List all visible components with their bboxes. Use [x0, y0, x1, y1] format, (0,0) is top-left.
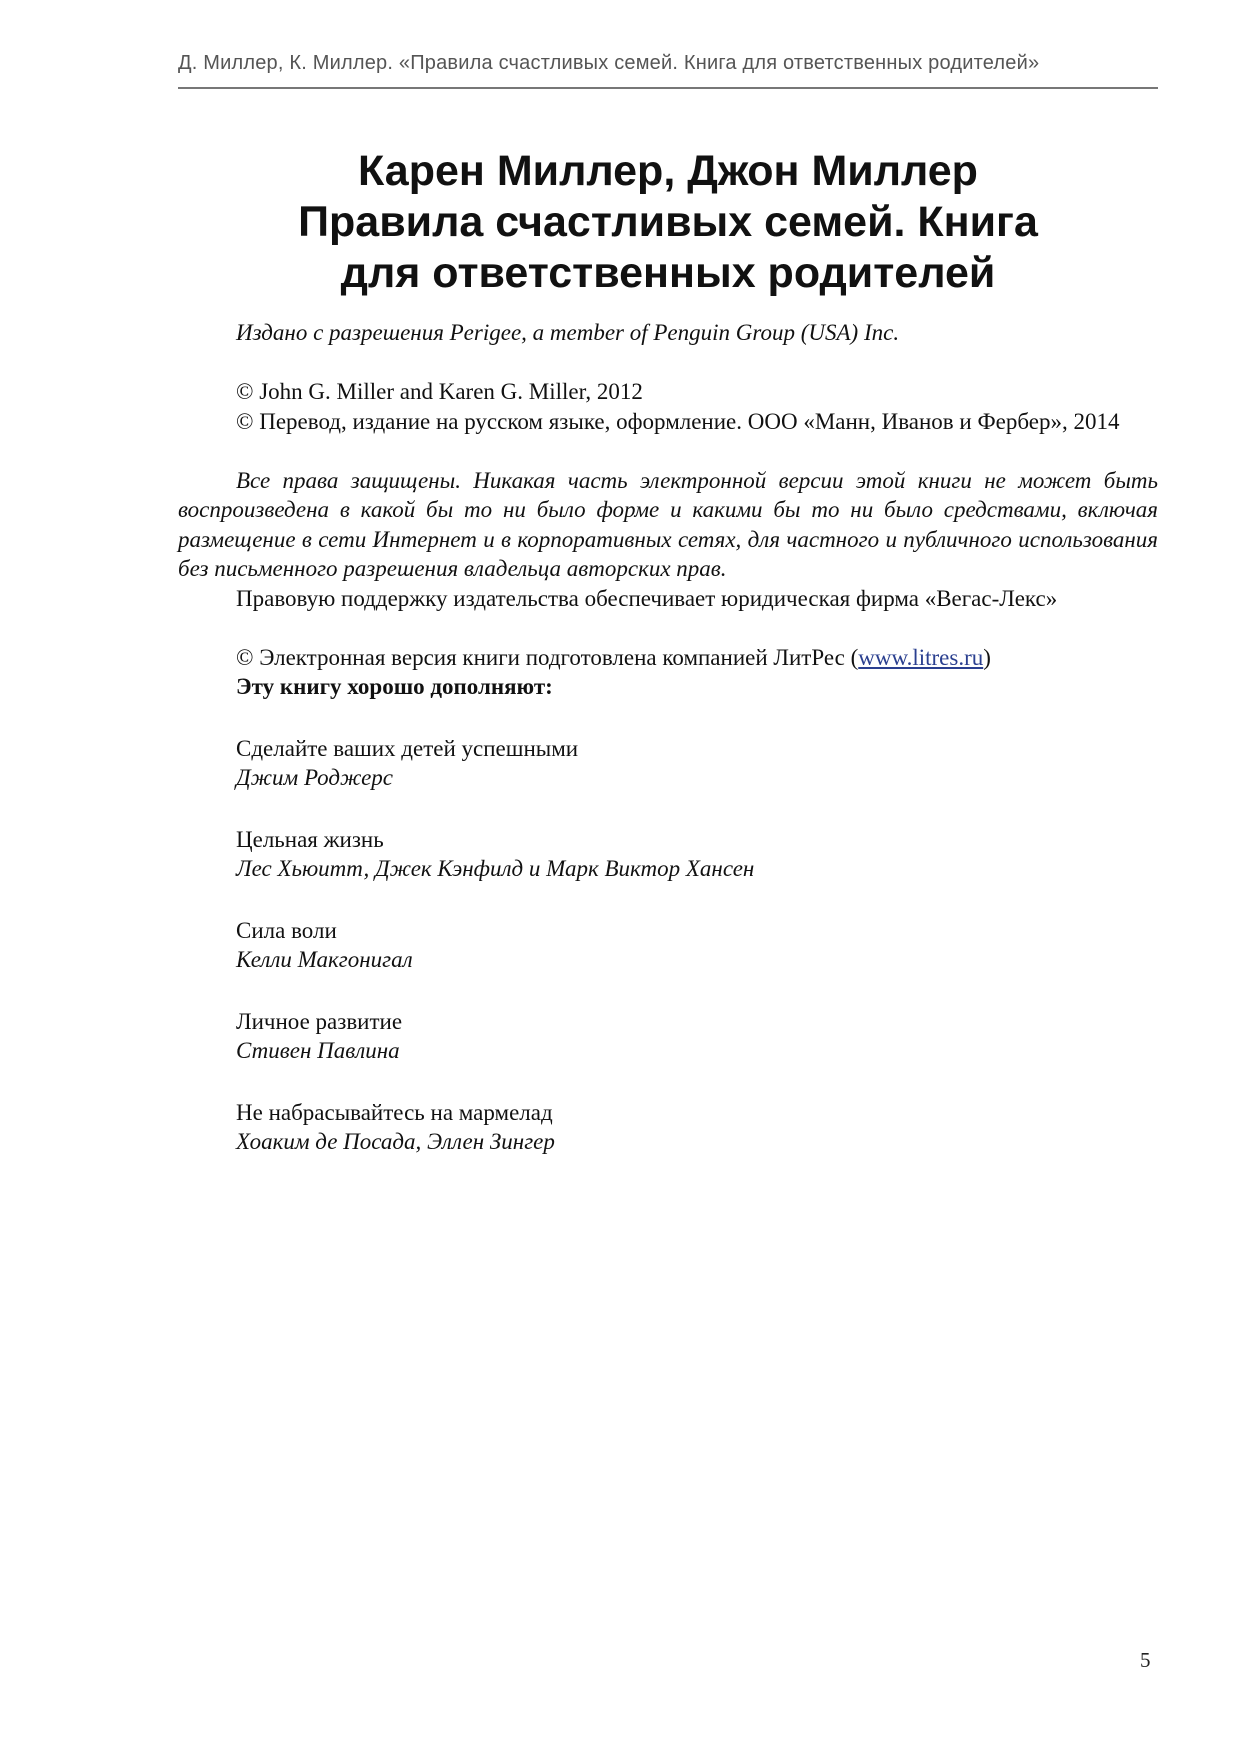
recommendation-author: Лес Хьюитт, Джек Кэнфилд и Марк Виктор Хансен: [236, 856, 755, 881]
title-authors: Карен Миллер, Джон Миллер: [358, 147, 978, 195]
rights-reserved-notice: Все права защищены. Никакая часть электронной версии этой книги не может быть воспроизведена в какой бы то ни было форме и какими бы то ни было средствами, включая размещение в сети Интернет и в корпоративных сетях, для частного и публичного использования без письменного разрешения владельца авторских прав.: [178, 467, 1158, 581]
recommendation-author: Стивен Павлина: [236, 1038, 400, 1063]
recommendation-title: Сделайте ваших детей успешными: [236, 735, 579, 761]
recommendation-item: [178, 734, 1158, 793]
litres-link[interactable]: www.litres.ru: [858, 644, 984, 670]
book-title: [178, 146, 1158, 299]
recommendation-title: Цельная жизнь: [236, 826, 384, 852]
recommendation-title: Личное развитие: [236, 1008, 403, 1034]
recommendation-author: Джим Роджерс: [236, 765, 394, 790]
recommendation-author: Келли Макгонигал: [236, 947, 413, 972]
page-number: 5: [1140, 1648, 1151, 1672]
recommendation-author: Хоаким де Посада, Эллен Зингер: [236, 1129, 555, 1154]
recommendation-item: [178, 916, 1158, 975]
recommendation-item: [178, 1007, 1158, 1066]
recommendation-item: [178, 825, 1158, 884]
ebook-note-suffix: ): [983, 644, 991, 670]
recommendation-title: Сила воли: [236, 917, 337, 943]
ebook-note-prefix: © Электронная версия книги подготовлена компанией ЛитРес (: [236, 644, 859, 670]
permission-note: Издано с разрешения Perigee, a member of Penguin Group (USA) Inc.: [236, 320, 900, 345]
translation-copyright: © Перевод, издание на русском языке, оформление. ООО «Манн, Иванов и Фербер», 2014: [236, 408, 1120, 434]
header-divider: [178, 87, 1158, 89]
title-line-2: Правила счастливых семей. Книга: [298, 198, 1038, 246]
ebook-note: [178, 643, 1158, 673]
original-copyright: © John G. Miller and Karen G. Miller, 2012: [236, 379, 643, 404]
recommendation-item: [178, 1098, 1158, 1157]
title-line-3: для ответственных родителей: [340, 249, 996, 297]
running-header: Д. Миллер, К. Миллер. «Правила счастливых семей. Книга для ответственных родителей»: [178, 52, 1040, 74]
recommendations-heading: Эту книгу хорошо дополняют:: [236, 674, 553, 699]
copyright-page-body: [178, 318, 1158, 1157]
legal-support-note: Правовую поддержку издательства обеспечивает юридическая фирма «Вегас-Лекс»: [236, 585, 1058, 611]
recommendation-title: Не набрасывайтесь на мармелад: [236, 1099, 553, 1125]
